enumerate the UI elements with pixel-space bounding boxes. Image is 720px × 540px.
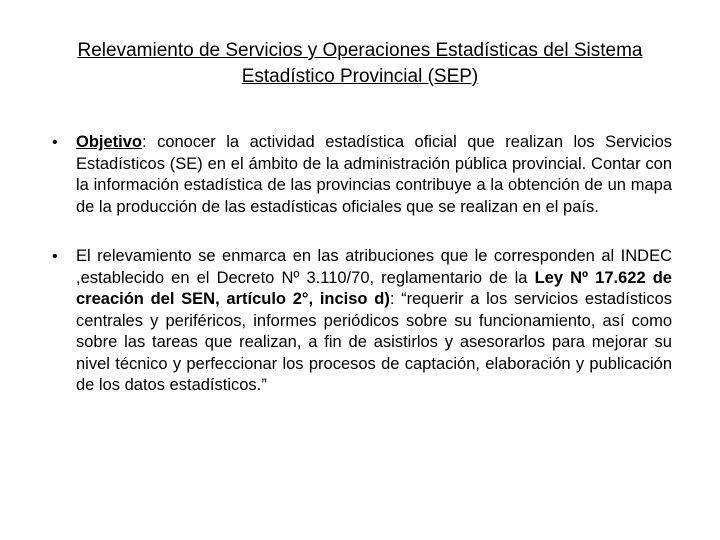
bullet-marker: • <box>52 134 58 151</box>
objetivo-label: Objetivo <box>76 133 143 151</box>
objetivo-text: : conocer la actividad estadística oficial que realizan los Servicios Estadísticos (SE) en el ámbito de la administración pública provincial. Contar con la información estadística de las provincias contribuye a la obtención de un mapa de la producción de las estadísticas oficiales que se realizan en el país. <box>76 133 672 216</box>
title-line-1: Relevamiento de Servicios y Operaciones Estadísticas del Sistema <box>77 40 643 61</box>
bullet-relevamiento <box>52 246 672 397</box>
bullet-marker: • <box>52 248 58 265</box>
ley-reference: Ley Nº 17.622 de creación del SEN, artículo 2°, inciso d) <box>76 268 672 308</box>
relevamiento-text-after: : “requerir a los servicios estadísticos centrales y periféricos, informes periódicos sobre su funcionamiento, así como sobre las tareas que realizan, a fin de asistirlos y asesorarlos para mejorar su nivel técnico y perfeccionar los procesos de captación, elaboración y publicación de los datos estadísticos.” <box>76 290 672 394</box>
bullet-objetivo <box>52 132 672 218</box>
bullet-list <box>52 132 672 397</box>
relevamiento-text-before: El relevamiento se enmarca en las atribuciones que le corresponden al INDEC ,establecido en el Decreto Nº 3.110/70, reglamentario de la <box>76 247 672 287</box>
page-title <box>36 38 684 90</box>
title-line-2: Estadístico Provincial (SEP) <box>241 66 479 87</box>
